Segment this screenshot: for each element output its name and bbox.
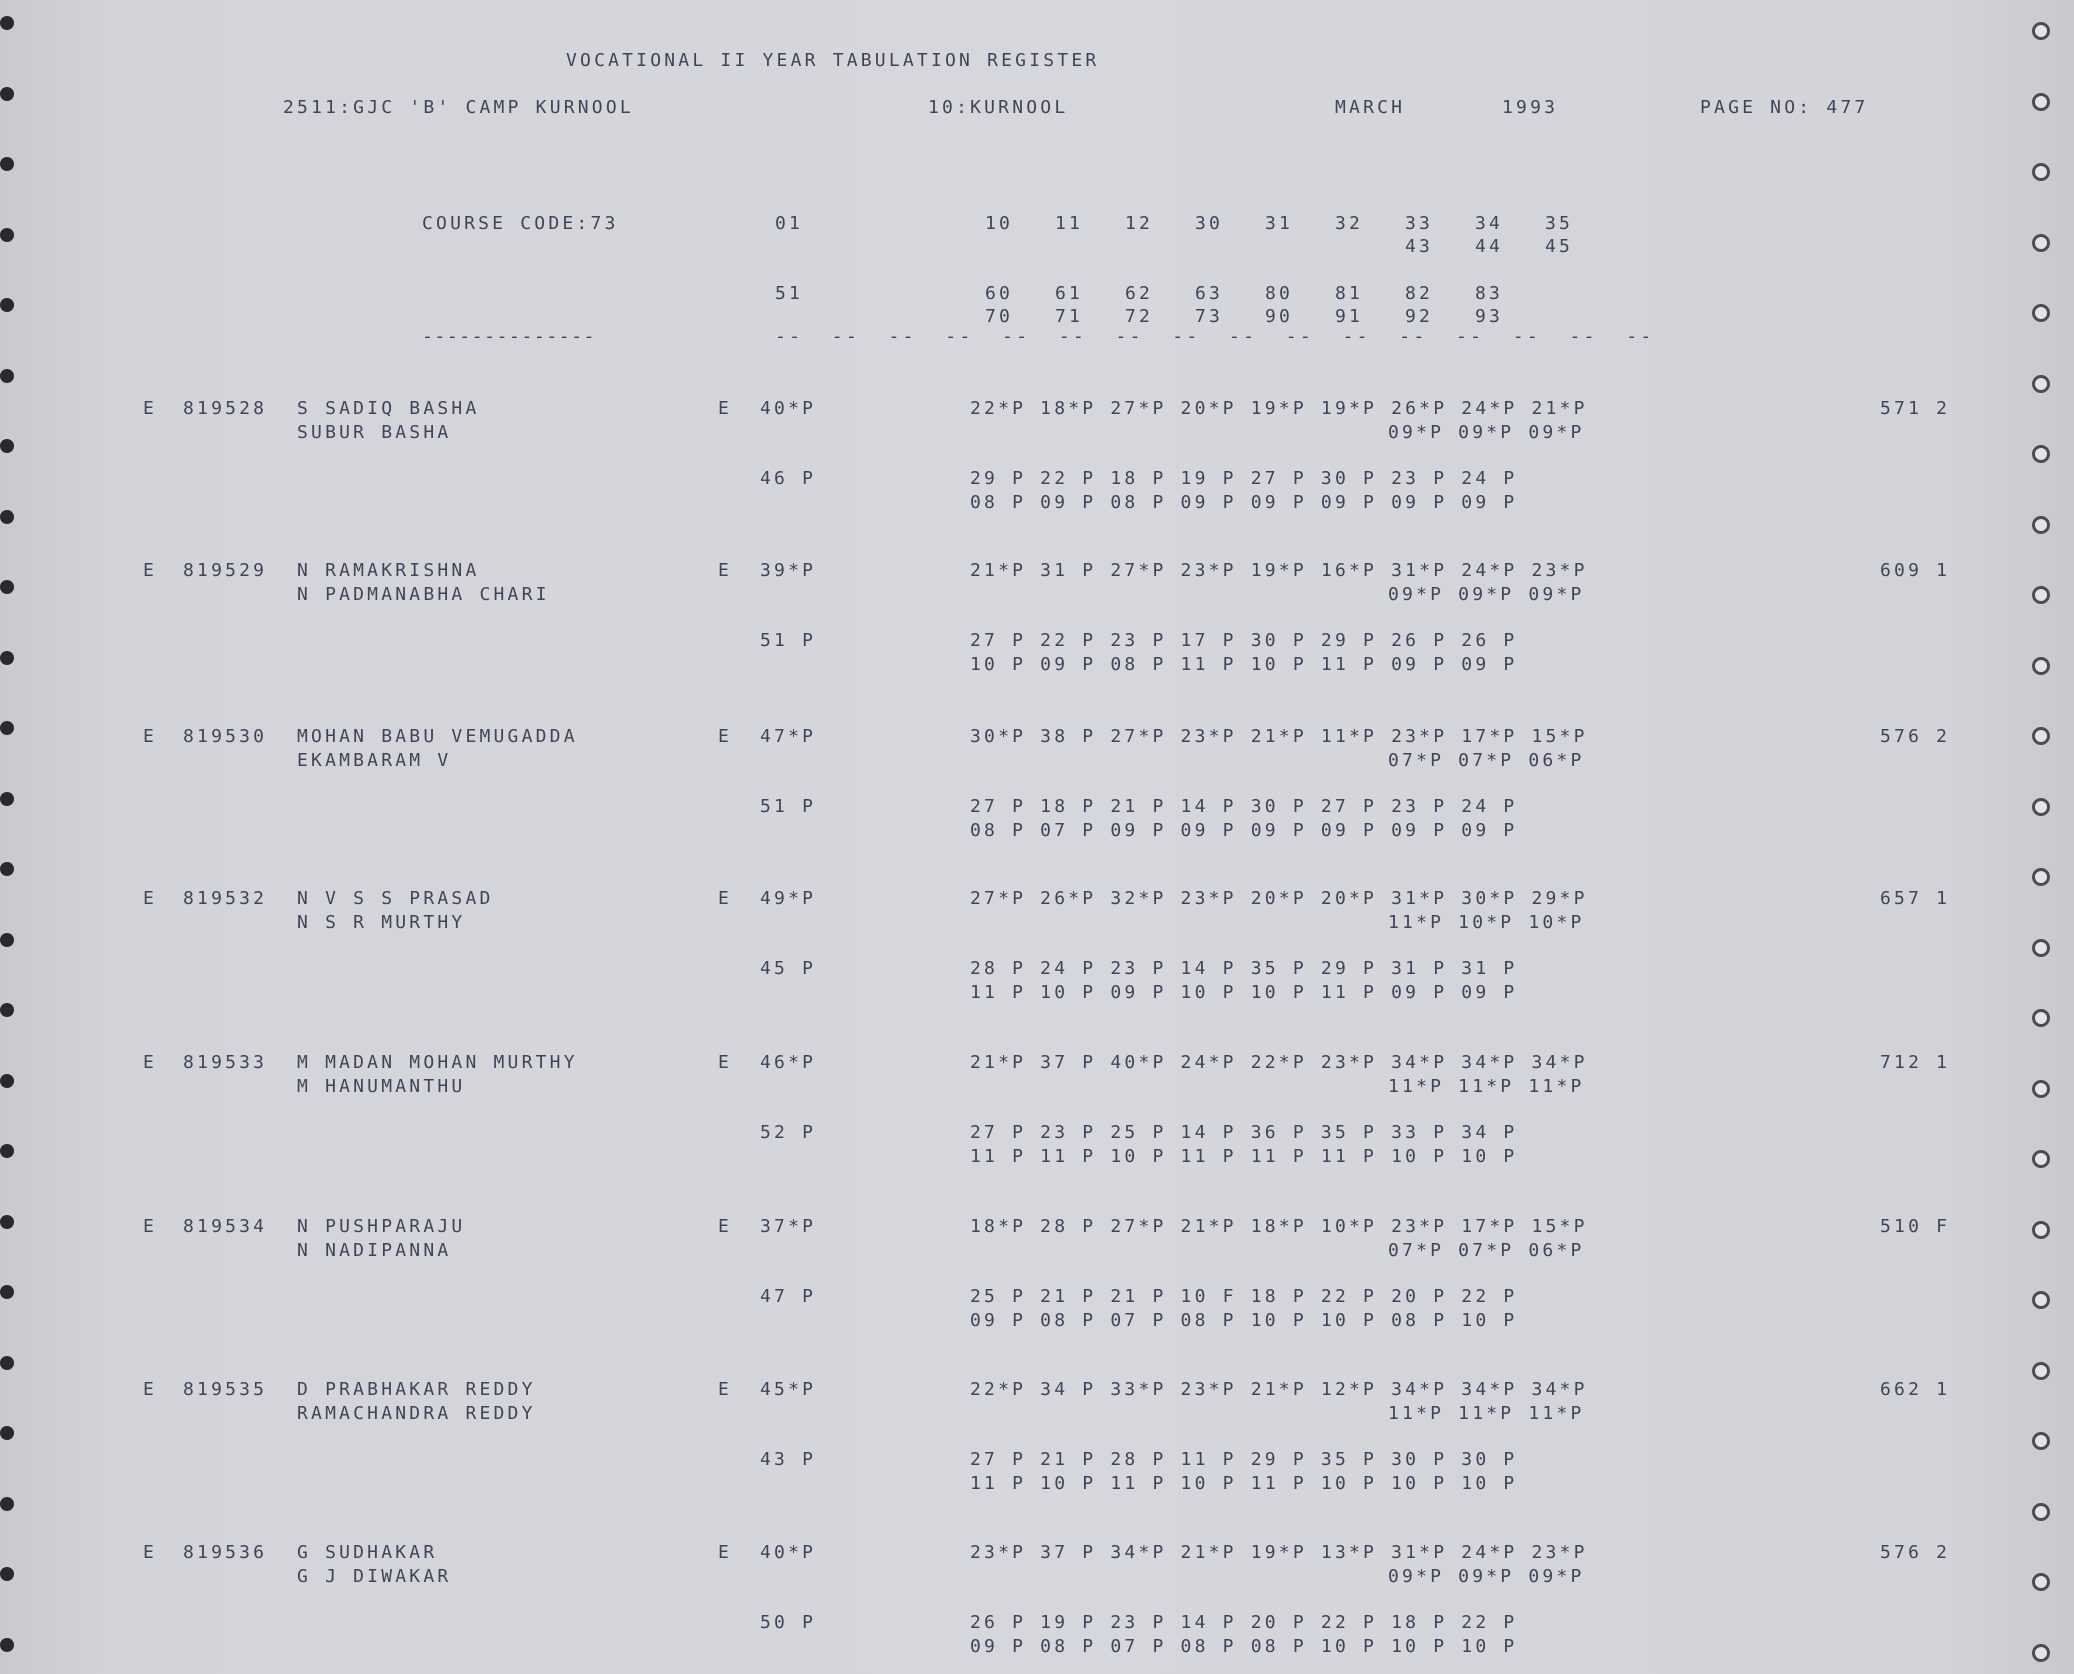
subject-marks-row2: 11*P 10*P 10*P — [1388, 912, 1585, 933]
subject-code: 91 — [1335, 306, 1364, 327]
subject-code: 30 — [1195, 213, 1224, 234]
subject-marks-row1: 22*P 18*P 27*P 20*P 19*P 19*P 26*P 24*P 21*P — [970, 398, 1588, 419]
subject-marks-row3: 29 P 22 P 18 P 19 P 27 P 30 P 23 P 24 P — [970, 468, 1518, 489]
subject-marks-row1: 23*P 37 P 34*P 21*P 19*P 13*P 31*P 24*P 23*P — [970, 1542, 1588, 1563]
feed-hole-left — [0, 1356, 14, 1370]
total-result: 571 2 — [1880, 398, 1951, 419]
subject-code: 60 — [985, 283, 1014, 304]
student-name: G SUDHAKAR — [297, 1542, 438, 1563]
exam-year: 1993 — [1502, 97, 1559, 118]
feed-hole-right — [2032, 304, 2050, 322]
total-result: 657 1 — [1880, 888, 1951, 909]
feed-hole-left — [0, 369, 14, 383]
feed-hole-left — [0, 510, 14, 524]
feed-hole-left — [0, 651, 14, 665]
language-mark-2: 51 P — [760, 630, 817, 651]
total-result: 609 1 — [1880, 560, 1951, 581]
subject-code: 10 — [985, 213, 1014, 234]
subject-code: 92 — [1405, 306, 1434, 327]
subject-code: 93 — [1475, 306, 1504, 327]
student-name: MOHAN BABU VEMUGADDA — [297, 726, 578, 747]
language-mark-1: 39*P — [760, 560, 817, 581]
language-mark-2: 51 P — [760, 796, 817, 817]
language-mark-2: 52 P — [760, 1122, 817, 1143]
register-title: VOCATIONAL II YEAR TABULATION REGISTER — [566, 50, 1100, 71]
father-name: N S R MURTHY — [297, 912, 466, 933]
subject-code: 31 — [1265, 213, 1294, 234]
feed-hole-left — [0, 862, 14, 876]
feed-hole-right — [2032, 1503, 2050, 1521]
feed-hole-left — [0, 298, 14, 312]
roll-number: 819528 — [183, 398, 268, 419]
subject-marks-row2: 11*P 11*P 11*P — [1388, 1076, 1585, 1097]
father-name: G J DIWAKAR — [297, 1566, 452, 1587]
father-name: N NADIPANNA — [297, 1240, 452, 1261]
subject-code: 81 — [1335, 283, 1364, 304]
subject-marks-row1: 18*P 28 P 27*P 21*P 18*P 10*P 23*P 17*P 15*P — [970, 1216, 1588, 1237]
roll-number: 819530 — [183, 726, 268, 747]
language-mark-1: 40*P — [760, 398, 817, 419]
record-category: E — [143, 1216, 158, 1237]
feed-hole-left — [0, 1497, 14, 1511]
feed-hole-right — [2032, 375, 2050, 393]
feed-hole-right — [2032, 1362, 2050, 1380]
subject-code: 63 — [1195, 283, 1224, 304]
feed-hole-right — [2032, 1291, 2050, 1309]
record-category: E — [143, 888, 158, 909]
subject-marks-row4: 11 P 10 P 11 P 10 P 11 P 10 P 10 P 10 P — [970, 1473, 1518, 1494]
total-result: 712 1 — [1880, 1052, 1951, 1073]
feed-hole-right — [2032, 1573, 2050, 1591]
father-name: N PADMANABHA CHARI — [297, 584, 550, 605]
subject-code: 62 — [1125, 283, 1154, 304]
subject-code: 82 — [1405, 283, 1434, 304]
language-mark-1: 49*P — [760, 888, 817, 909]
subject-code: 73 — [1195, 306, 1224, 327]
feed-hole-right — [2032, 939, 2050, 957]
subject-code: 35 — [1545, 213, 1574, 234]
medium: E — [718, 888, 733, 909]
feed-hole-right — [2032, 1009, 2050, 1027]
subject-marks-row1: 21*P 31 P 27*P 23*P 19*P 16*P 31*P 24*P 23*P — [970, 560, 1588, 581]
subject-marks-row2: 09*P 09*P 09*P — [1388, 584, 1585, 605]
subject-marks-row3: 28 P 24 P 23 P 14 P 35 P 29 P 31 P 31 P — [970, 958, 1518, 979]
feed-hole-left — [0, 1567, 14, 1581]
student-name: N RAMAKRISHNA — [297, 560, 480, 581]
subject-marks-row4: 08 P 07 P 09 P 09 P 09 P 09 P 09 P 09 P — [970, 820, 1518, 841]
subject-marks-row1: 30*P 38 P 27*P 23*P 21*P 11*P 23*P 17*P 15*P — [970, 726, 1588, 747]
roll-number: 819536 — [183, 1542, 268, 1563]
feed-hole-right — [2032, 516, 2050, 534]
feed-hole-right — [2032, 727, 2050, 745]
record-category: E — [143, 726, 158, 747]
feed-hole-left — [0, 157, 14, 171]
feed-hole-right — [2032, 1432, 2050, 1450]
subject-marks-row3: 27 P 18 P 21 P 14 P 30 P 27 P 23 P 24 P — [970, 796, 1518, 817]
medium: E — [718, 726, 733, 747]
father-name: RAMACHANDRA REDDY — [297, 1403, 536, 1424]
total-result: 662 1 — [1880, 1379, 1951, 1400]
total-result: 576 2 — [1880, 1542, 1951, 1563]
language-mark-2: 43 P — [760, 1449, 817, 1470]
language-mark-1: 37*P — [760, 1216, 817, 1237]
record-category: E — [143, 1542, 158, 1563]
subject-code: 80 — [1265, 283, 1294, 304]
language-mark-1: 40*P — [760, 1542, 817, 1563]
feed-hole-right — [2032, 445, 2050, 463]
father-name: M HANUMANTHU — [297, 1076, 466, 1097]
course-underline: -------------- — [422, 326, 597, 347]
college-name: 2511:GJC 'B' CAMP KURNOOL — [283, 97, 634, 118]
course-code: COURSE CODE:73 — [422, 213, 619, 234]
father-name: EKAMBARAM V — [297, 750, 452, 771]
subject-code: 61 — [1055, 283, 1084, 304]
feed-hole-left — [0, 1003, 14, 1017]
record-category: E — [143, 398, 158, 419]
language-mark-2: 45 P — [760, 958, 817, 979]
subject-marks-row4: 11 P 11 P 10 P 11 P 11 P 11 P 10 P 10 P — [970, 1146, 1518, 1167]
medium: E — [718, 1052, 733, 1073]
subject-marks-row3: 25 P 21 P 21 P 10 F 18 P 22 P 20 P 22 P — [970, 1286, 1518, 1307]
total-result: 576 2 — [1880, 726, 1951, 747]
roll-number: 819532 — [183, 888, 268, 909]
subject-marks-row4: 11 P 10 P 09 P 10 P 10 P 11 P 09 P 09 P — [970, 982, 1518, 1003]
record-category: E — [143, 1379, 158, 1400]
feed-hole-right — [2032, 1221, 2050, 1239]
student-name: S SADIQ BASHA — [297, 398, 480, 419]
feed-hole-left — [0, 1074, 14, 1088]
subject-marks-row3: 27 P 23 P 25 P 14 P 36 P 35 P 33 P 34 P — [970, 1122, 1518, 1143]
subject-code: 44 — [1475, 236, 1504, 257]
subject-marks-row4: 09 P 08 P 07 P 08 P 10 P 10 P 08 P 10 P — [970, 1310, 1518, 1331]
roll-number: 819533 — [183, 1052, 268, 1073]
feed-hole-right — [2032, 22, 2050, 40]
subject-marks-row2: 07*P 07*P 06*P — [1388, 750, 1585, 771]
subject-marks-row4: 08 P 09 P 08 P 09 P 09 P 09 P 09 P 09 P — [970, 492, 1518, 513]
subject-code: 70 — [985, 306, 1014, 327]
subject-marks-row4: 09 P 08 P 07 P 08 P 08 P 10 P 10 P 10 P — [970, 1636, 1518, 1657]
feed-hole-left — [0, 721, 14, 735]
feed-hole-left — [0, 580, 14, 594]
subject-code: 43 — [1405, 236, 1434, 257]
medium: E — [718, 560, 733, 581]
subject-marks-row2: 11*P 11*P 11*P — [1388, 1403, 1585, 1424]
language-mark-1: 47*P — [760, 726, 817, 747]
feed-hole-right — [2032, 1150, 2050, 1168]
language-mark-1: 46*P — [760, 1052, 817, 1073]
subject-marks-row1: 21*P 37 P 40*P 24*P 22*P 23*P 34*P 34*P 34*P — [970, 1052, 1588, 1073]
subject-marks-row1: 22*P 34 P 33*P 23*P 21*P 12*P 34*P 34*P 34*P — [970, 1379, 1588, 1400]
subject-code: 32 — [1335, 213, 1364, 234]
medium: E — [718, 1542, 733, 1563]
student-name: N PUSHPARAJU — [297, 1216, 466, 1237]
medium: E — [718, 1216, 733, 1237]
page-number: PAGE NO: 477 — [1700, 97, 1869, 118]
subject-marks-row4: 10 P 09 P 08 P 11 P 10 P 11 P 09 P 09 P — [970, 654, 1518, 675]
feed-hole-left — [0, 1426, 14, 1440]
feed-hole-right — [2032, 868, 2050, 886]
total-result: 510 F — [1880, 1216, 1951, 1237]
subject-marks-row2: 09*P 09*P 09*P — [1388, 1566, 1585, 1587]
subject-marks-row3: 27 P 22 P 23 P 17 P 30 P 29 P 26 P 26 P — [970, 630, 1518, 651]
feed-hole-right — [2032, 1644, 2050, 1662]
feed-hole-right — [2032, 163, 2050, 181]
student-name: M MADAN MOHAN MURTHY — [297, 1052, 578, 1073]
subject-code: 51 — [775, 283, 804, 304]
medium: E — [718, 398, 733, 419]
feed-hole-left — [0, 87, 14, 101]
subject-code: 83 — [1475, 283, 1504, 304]
language-mark-1: 45*P — [760, 1379, 817, 1400]
father-name: SUBUR BASHA — [297, 422, 452, 443]
district-name: 10:KURNOOL — [928, 97, 1069, 118]
language-mark-2: 47 P — [760, 1286, 817, 1307]
subject-code: 72 — [1125, 306, 1154, 327]
subject-marks-row2: 09*P 09*P 09*P — [1388, 422, 1585, 443]
subject-code: 33 — [1405, 213, 1434, 234]
subject-marks-row2: 07*P 07*P 06*P — [1388, 1240, 1585, 1261]
roll-number: 819535 — [183, 1379, 268, 1400]
roll-number: 819529 — [183, 560, 268, 581]
subject-code: 12 — [1125, 213, 1154, 234]
subject-marks-row1: 27*P 26*P 32*P 23*P 20*P 20*P 31*P 30*P 29*P — [970, 888, 1588, 909]
subject-marks-row3: 27 P 21 P 28 P 11 P 29 P 35 P 30 P 30 P — [970, 1449, 1518, 1470]
student-name: N V S S PRASAD — [297, 888, 494, 909]
roll-number: 819534 — [183, 1216, 268, 1237]
feed-hole-left — [0, 439, 14, 453]
column-dashes: -- -- -- -- -- -- -- -- -- -- -- -- -- -- -- -- — [775, 326, 1655, 347]
feed-hole-left — [0, 792, 14, 806]
feed-hole-right — [2032, 586, 2050, 604]
subject-marks-row3: 26 P 19 P 23 P 14 P 20 P 22 P 18 P 22 P — [970, 1612, 1518, 1633]
medium: E — [718, 1379, 733, 1400]
subject-code: 45 — [1545, 236, 1574, 257]
feed-hole-left — [0, 16, 14, 30]
feed-hole-left — [0, 933, 14, 947]
language-mark-2: 50 P — [760, 1612, 817, 1633]
feed-hole-right — [2032, 798, 2050, 816]
feed-hole-left — [0, 1144, 14, 1158]
feed-hole-left — [0, 228, 14, 242]
subject-code: 01 — [775, 213, 804, 234]
exam-month: MARCH — [1335, 97, 1406, 118]
subject-code: 71 — [1055, 306, 1084, 327]
language-mark-2: 46 P — [760, 468, 817, 489]
feed-hole-right — [2032, 93, 2050, 111]
subject-code: 34 — [1475, 213, 1504, 234]
record-category: E — [143, 560, 158, 581]
feed-hole-right — [2032, 234, 2050, 252]
student-name: D PRABHAKAR REDDY — [297, 1379, 536, 1400]
record-category: E — [143, 1052, 158, 1073]
feed-hole-right — [2032, 1080, 2050, 1098]
subject-code: 11 — [1055, 213, 1084, 234]
subject-code: 90 — [1265, 306, 1294, 327]
feed-hole-left — [0, 1638, 14, 1652]
feed-hole-left — [0, 1215, 14, 1229]
feed-hole-right — [2032, 657, 2050, 675]
feed-hole-left — [0, 1285, 14, 1299]
